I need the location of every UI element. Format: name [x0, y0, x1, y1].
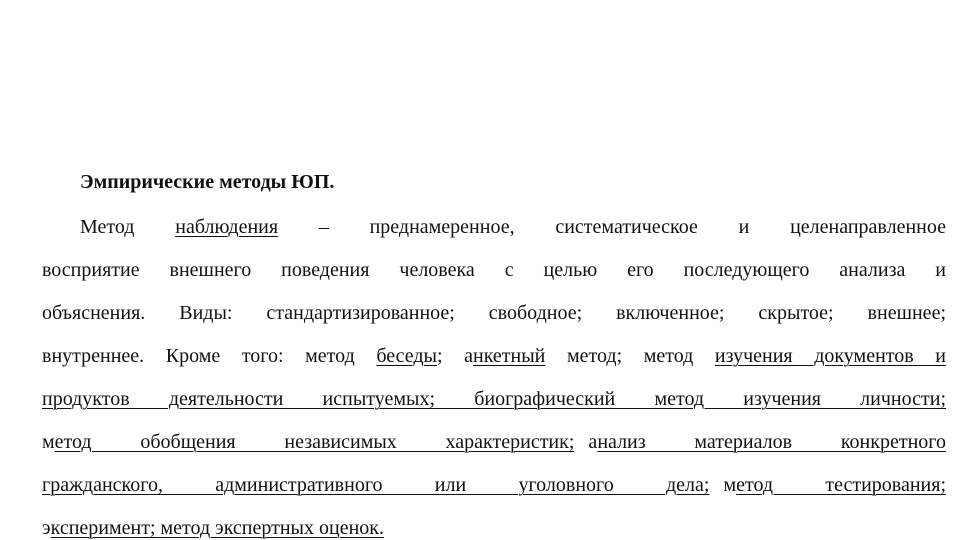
term-observation: наблюдения	[175, 216, 279, 238]
text-run: м	[42, 431, 55, 453]
text-run: внутреннее. Кроме того: метод	[42, 345, 377, 367]
term-questionnaire: нкетный	[472, 345, 546, 367]
term-generalization: етод обобщения независимых характеристик;	[54, 431, 575, 453]
term-materials-analysis: нализ материалов конкретного	[597, 431, 946, 453]
paragraph-line-3: объяснения. Виды: стандартизированное; свободное; включенное; скрытое; внешнее;	[42, 302, 946, 324]
text-run: – преднамеренное, систематическое и целенаправленное	[278, 216, 946, 238]
paragraph-line-8	[42, 516, 946, 540]
term-conversation: беседы	[376, 345, 437, 367]
section-heading: Эмпирические методы ЮП.	[80, 171, 335, 193]
text-run: м	[723, 474, 737, 496]
paragraph-line-2: восприятие внешнего поведения человека с целью его последующего анализа и	[42, 259, 946, 281]
text-run: э	[42, 517, 51, 539]
paragraph-line-6	[42, 430, 946, 454]
text-run: ; а	[436, 345, 473, 367]
term-documents-study: изучения документов и	[714, 345, 946, 367]
text-run: метод; метод	[545, 345, 715, 367]
paragraph-line-1	[80, 215, 946, 239]
paragraph-line-4	[42, 344, 946, 368]
paragraph-line-5: продуктов деятельности испытуемых; биографический метод изучения личности;	[42, 388, 946, 410]
text-run: Метод	[80, 216, 176, 238]
term-testing: етод тестирования;	[736, 474, 946, 496]
term-experiment: ксперимент; метод экспертных оценок.	[50, 517, 384, 539]
term-case-types: гражданского, административного или уголовного дела;	[42, 474, 710, 496]
text-run: а	[588, 431, 598, 453]
paragraph-line-7	[42, 473, 946, 497]
